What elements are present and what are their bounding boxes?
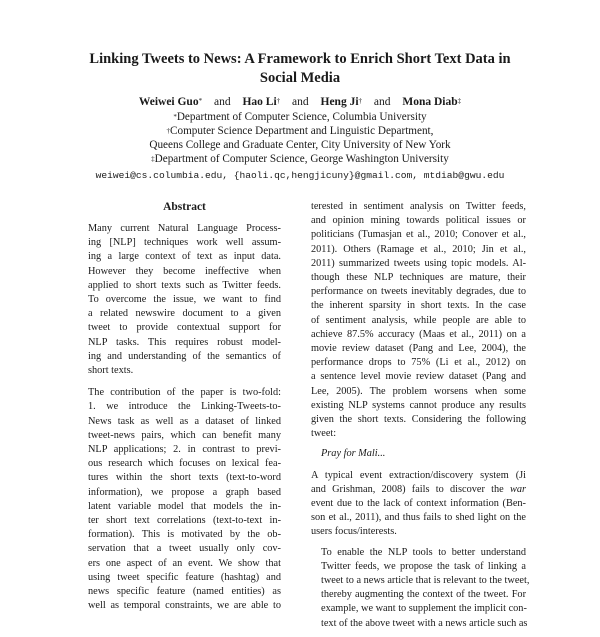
and-word: and [373, 96, 391, 108]
intro-paragraph-2 [311, 469, 526, 540]
abstract-paragraph-2 [88, 386, 281, 613]
text-line: ter short text correlations (text-to-text in- [88, 515, 281, 527]
text-line: tweet: [311, 428, 337, 440]
text-line: thereby augmenting the context of the tweet. For [321, 589, 526, 601]
text-line: NLP tasks. This requires robust model- [88, 336, 281, 348]
affiliation-text: Department of Computer Science, Columbia University [176, 111, 427, 123]
affiliation-mark: * [173, 113, 177, 121]
left-column [88, 200, 281, 619]
affiliation-mark: † [166, 127, 171, 135]
text-line: son et al., 2011), and thus fails to shed light on the [311, 512, 526, 524]
text-line: though these NLP techniques are mature, their [311, 272, 526, 284]
text-line: 2011). Others (Ramage et al., 2010; Jin et al., [311, 243, 526, 255]
text-line: achieve 87.5% accuracy (Maas et al., 2011) on a [311, 328, 526, 340]
text-line: tweet to a news article that is relevant to the tweet, [321, 575, 530, 587]
author-name: Heng Ji [320, 96, 359, 108]
text-line: formation). This is motivated by the ob- [88, 529, 281, 541]
abstract-heading: Abstract [163, 201, 206, 213]
text-line: latent variable model that models the in- [88, 500, 281, 512]
text-line: users focus/interests. [311, 526, 397, 538]
text-line: applied to short texts such as Twitter feeds. [88, 279, 281, 291]
text-line: well as temporal constraints, we are able to [88, 600, 281, 612]
text-line: ing [NLP] techniques work well assum- [88, 237, 281, 249]
text-line: politicians (Tumasjan et al., 2010; Conover et al., [311, 229, 526, 241]
affiliation-mark: ‡ [151, 155, 155, 163]
author-mark: ‡ [457, 97, 462, 105]
text-line [311, 483, 526, 497]
text-line: Many current Natural Language Process- [88, 223, 281, 234]
affiliation [40, 152, 560, 166]
and-word: and [292, 96, 309, 108]
text-line: NLP applications; 2. in contrast to previ- [88, 444, 281, 456]
affiliation [40, 124, 560, 138]
text-line: using tweet specific feature (hashtag) and [88, 571, 281, 583]
text-line: terested in sentiment analysis on Twitter feeds, [311, 201, 526, 212]
and-word: and [213, 96, 231, 108]
abstract-paragraph-1 [88, 222, 281, 378]
author-mark: * [198, 97, 203, 105]
author-mark: † [358, 97, 363, 105]
text-line: information), we propose a graph based [88, 486, 281, 498]
text-line: example, we want to supplement the implicit con- [321, 603, 527, 615]
text-line: of sentiment analysis, while people are able to [311, 314, 526, 326]
text-segment: and Grishman, 2008) fails to discover the [311, 483, 510, 495]
text-line: the inherent sparsity in short texts. In the case [311, 300, 526, 312]
text-line: Lee, 2005). The problem worsens when some [311, 385, 526, 397]
text-line: To enable the NLP tools to better understand [321, 546, 526, 558]
affiliation [40, 110, 560, 124]
author-name: Mona Diab [402, 96, 458, 108]
author-emails: weiwei@cs.columbia.edu, {haoli.qc,hengjicuny}@gmail.com, mtdiab@gwu.edu [95, 170, 505, 181]
text-line: However they become ineffective when [88, 265, 281, 277]
text-line: existing NLP systems cannot produce any results [311, 399, 526, 411]
affiliation [40, 138, 560, 152]
text-line: tures within the short texts (text-to-word [88, 472, 281, 484]
text-line: Twitter feeds, we propose the task of linking a [321, 560, 526, 572]
affiliation-text: Computer Science Department and Linguistic Department, [170, 125, 434, 137]
text-line: ing a large context of text as input data. [88, 251, 281, 263]
title-line-1: Linking Tweets to News: A Framework to Enrich Short Text Data in [89, 51, 511, 67]
example-tweet: Pray for Mali... [321, 448, 386, 460]
affiliation-text: Department of Computer Science, George Washington University [154, 153, 449, 165]
author-name: Weiwei Guo [138, 96, 199, 108]
text-line: A typical event extraction/discovery system (Ji [311, 469, 526, 481]
text-line: News task as well as a dataset of linked [88, 415, 281, 427]
author-mark: † [276, 97, 281, 105]
italic-term: war [509, 483, 526, 495]
text-line: tweet-news pairs, which can benefit many [88, 429, 281, 441]
text-line: text of the above tweet with a news article such as [321, 617, 528, 629]
text-line: and opinion mining towards political issues or [311, 215, 526, 227]
author-name: Hao Li [242, 96, 277, 108]
text-line: a sentence level movie review dataset (Pang and [311, 371, 526, 383]
text-line: ing and understanding of the semantics of [88, 350, 281, 362]
right-column [311, 200, 530, 637]
author-list [40, 95, 560, 109]
text-line: The contribution of the paper is two-fold: [88, 387, 281, 399]
text-line: short texts. [88, 365, 134, 377]
text-line: To overcome the issue, we want to find [88, 294, 281, 306]
intro-paragraph-1 [311, 200, 526, 441]
text-line: tweet to provide contextual support for [88, 322, 281, 334]
text-line: news specific feature (named entities) as [88, 586, 281, 598]
text-line: a related newswire document to a given [88, 308, 281, 320]
paper-title [60, 50, 540, 88]
intro-paragraph-3 [311, 546, 530, 631]
text-line: ers one aspect of an event. We show that [88, 557, 281, 569]
text-line: servation that a tweet usually only cov- [88, 543, 281, 555]
title-line-2: Social Media [259, 70, 341, 86]
text-line: performance on tweets inevitably degrades, due to [311, 286, 526, 298]
text-line: given the short texts. Considering the following [311, 414, 526, 426]
text-line: performance drops to 75% (Li et al., 2012) on [311, 357, 526, 369]
text-line: movie review dataset (Pang and Lee, 2004), the [311, 343, 526, 355]
text-line: event due to the lack of context information (Ben- [311, 498, 526, 510]
affiliation-text: Queens College and Graduate Center, City University of New York [149, 139, 451, 151]
text-line: 1. we introduce the Linking-Tweets-to- [88, 401, 281, 413]
text-line: 2011) summarized tweets using topic models. Al- [311, 257, 526, 269]
text-line: ous research which focuses on lexical fea- [88, 458, 281, 470]
